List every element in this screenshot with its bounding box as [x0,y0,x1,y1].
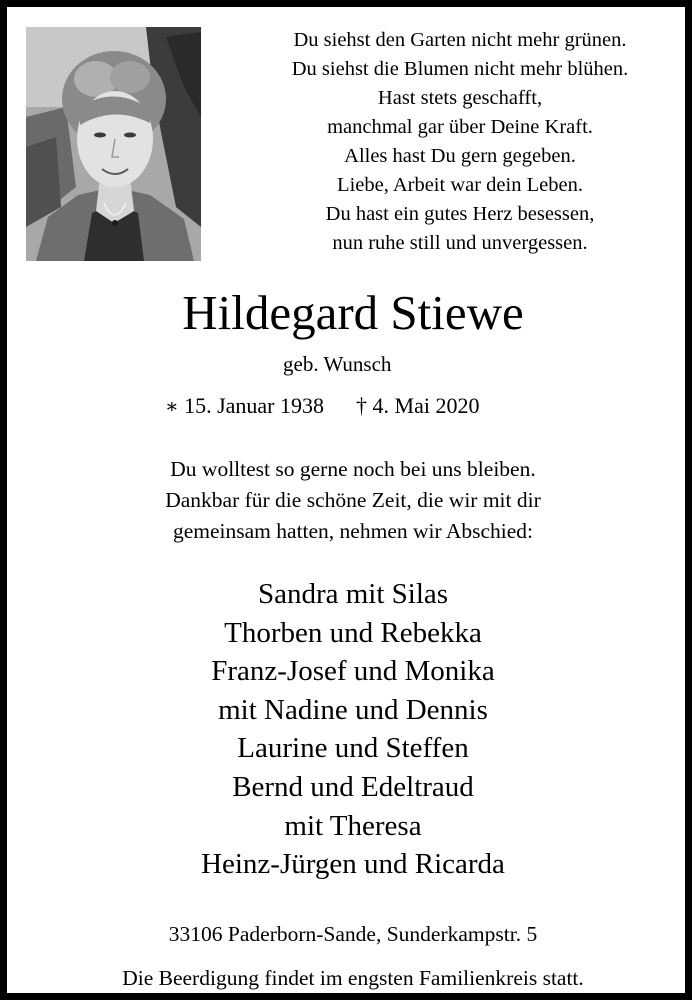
maiden-name: geb. Wunsch [283,352,392,376]
poem-line: Du siehst die Blumen nicht mehr blühen. [291,58,629,80]
life-dates [165,391,479,422]
poem-line: Du siehst den Garten nicht mehr grünen. [293,29,627,51]
mourners-list [7,575,692,884]
mourner-entry: Franz-Josef und Monika [211,655,495,688]
portrait-image [26,27,201,261]
mourner-entry: Sandra mit Silas [257,578,449,610]
poem [225,26,692,258]
birth-star-icon: ∗ [165,396,179,418]
farewell-line: Dankbar für die schöne Zeit, die wir mit dir [165,488,541,512]
portrait-photo [26,27,201,261]
farewell-line: gemeinsam hatten, nehmen wir Abschied: [172,519,534,543]
mourner-entry: Laurine und Steffen [237,732,469,765]
mourner-entry: mit Theresa [284,809,422,842]
birth-date: 15. Januar 1938 [184,393,325,418]
death-cross-icon: † [356,393,368,418]
mourner-entry: Bernd und Edeltraud [232,770,474,803]
deceased-name: Hildegard Stiewe [182,285,524,340]
poem-line: Hast stets geschafft, [377,87,543,109]
poem-line: manchmal gar über Deine Kraft. [327,116,593,138]
poem-line: Liebe, Arbeit war dein Leben. [337,174,583,196]
mourner-entry: Thorben und Rebekka [224,616,482,649]
mourner-entry: mit Nadine und Dennis [218,693,488,726]
address: 33106 Paderborn-Sande, Sunderkampstr. 5 [168,922,538,946]
poem-line: Alles hast Du gern gegeben. [344,145,576,167]
poem-line: nun ruhe still und unvergessen. [332,232,588,254]
funeral-note: Die Beerdigung findet im engsten Familienkreis statt. [122,966,584,990]
farewell-line: Du wolltest so gerne noch bei uns bleiben. [170,457,536,481]
mourner-entry: Heinz-Jürgen und Ricarda [201,848,505,881]
death-date: 4. Mai 2020 [372,393,480,418]
farewell-text [7,454,692,547]
poem-line: Du hast ein gutes Herz besessen, [325,203,595,225]
